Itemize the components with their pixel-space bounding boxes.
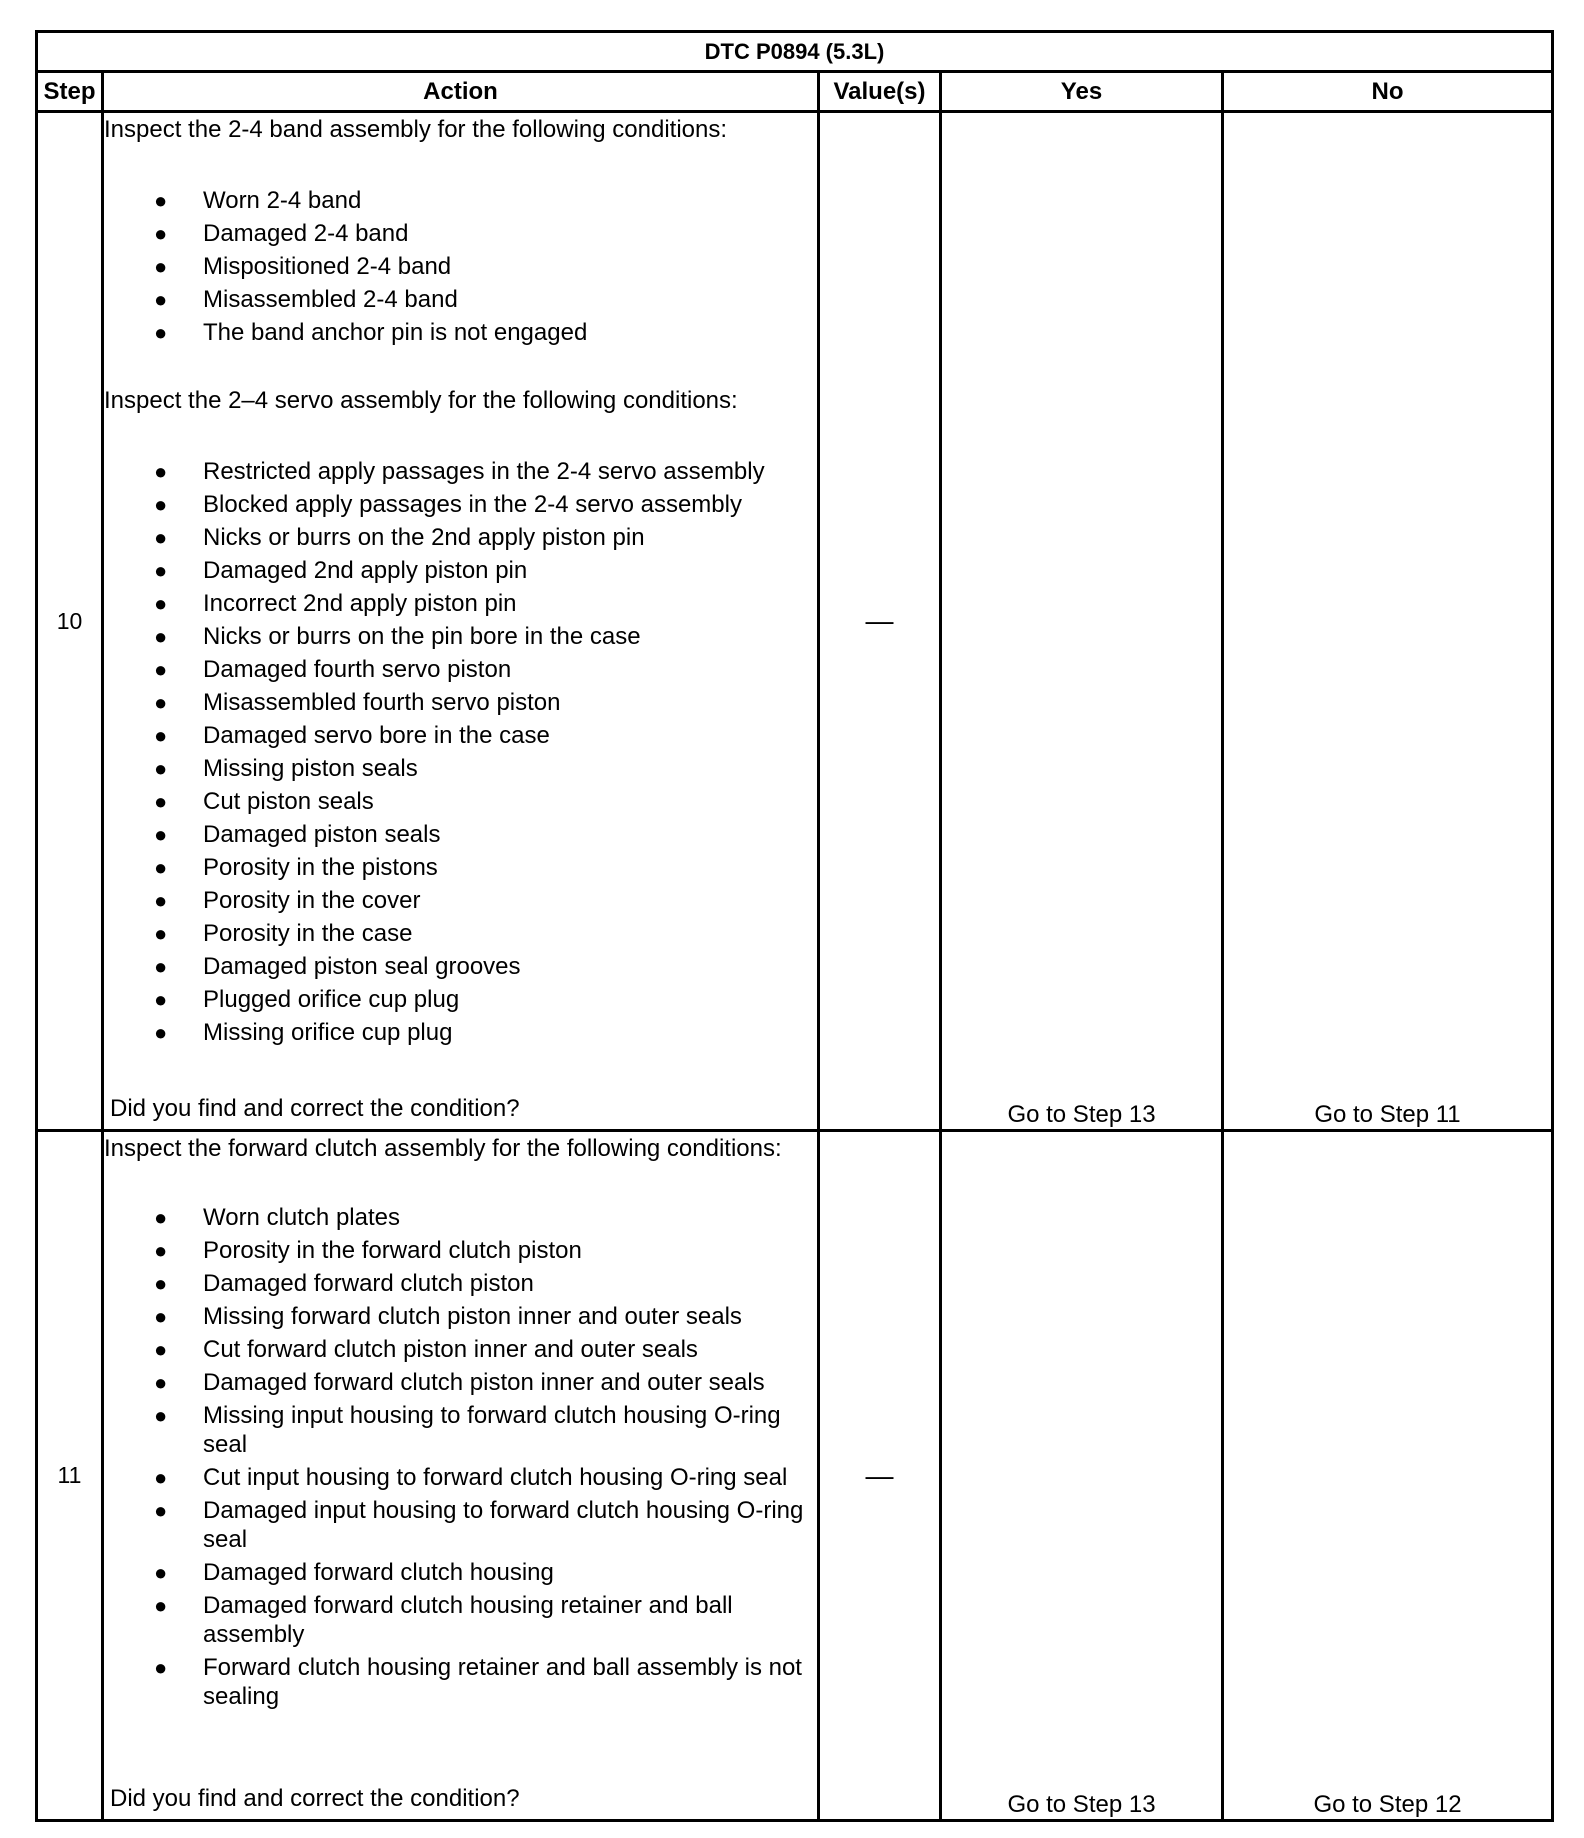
no-link-step-12[interactable]: Go to Step 12 — [1223, 1131, 1553, 1821]
bullet-icon: ● — [154, 188, 168, 213]
value-cell: — — [819, 1131, 941, 1821]
list-item: ● Damaged piston seals — [104, 818, 817, 851]
list-item: ● Porosity in the case — [104, 917, 817, 950]
table-row-step-11 — [37, 1131, 1553, 1821]
header-step: Step — [37, 72, 103, 112]
bullet-icon: ● — [154, 723, 168, 748]
action-cell — [103, 1131, 819, 1821]
condition-list — [104, 184, 817, 349]
bullet-icon: ● — [154, 1465, 168, 1490]
bullet-icon: ● — [154, 254, 168, 279]
bullet-icon: ● — [154, 221, 168, 246]
list-item: ● Porosity in the forward clutch piston — [154, 1237, 582, 1264]
list-item: ● Damaged servo bore in the case — [104, 719, 817, 752]
bullet-icon: ● — [154, 954, 168, 979]
bullet-icon: ● — [154, 1020, 168, 1045]
list-item: ● Damaged forward clutch piston inner and outer seals — [154, 1369, 765, 1396]
bullet-icon: ● — [154, 1370, 168, 1395]
list-item: ● Damaged forward clutch piston — [154, 1270, 534, 1297]
dtc-table — [35, 30, 1554, 1822]
list-item: ● Missing input housing to forward clutch housing O-ring seal — [154, 1402, 781, 1458]
list-item: ● Damaged 2-4 band — [104, 217, 817, 250]
list-item: ● Cut input housing to forward clutch housing O-ring seal — [154, 1464, 788, 1491]
action-cell — [103, 112, 819, 1131]
action-intro: Inspect the forward clutch assembly for the following conditions: — [104, 1135, 782, 1162]
table-row-step-10 — [37, 112, 1553, 1131]
bullet-icon: ● — [154, 1655, 168, 1680]
list-item: ● Misassembled 2-4 band — [104, 283, 817, 316]
bullet-icon: ● — [154, 492, 168, 517]
bullet-icon: ● — [154, 287, 168, 312]
list-item: ● Nicks or burrs on the 2nd apply piston pin — [104, 521, 817, 554]
list-item: ● Missing forward clutch piston inner and outer seals — [154, 1303, 742, 1330]
bullet-icon: ● — [154, 459, 168, 484]
bullet-icon: ● — [154, 657, 168, 682]
list-item: ● Porosity in the cover — [104, 884, 817, 917]
bullet-icon: ● — [154, 888, 168, 913]
value-cell: — — [819, 112, 941, 1131]
list-item: ● Blocked apply passages in the 2-4 servo assembly — [104, 488, 817, 521]
list-item: ● Mispositioned 2-4 band — [104, 250, 817, 283]
bullet-icon: ● — [154, 525, 168, 550]
action-intro: Inspect the 2-4 band assembly for the following conditions: — [104, 116, 728, 143]
bullet-icon: ● — [154, 1560, 168, 1585]
list-item: ● Misassembled fourth servo piston — [104, 686, 817, 719]
bullet-icon: ● — [154, 1304, 168, 1329]
header-yes: Yes — [941, 72, 1223, 112]
list-item: ● The band anchor pin is not engaged — [104, 316, 817, 349]
bullet-icon: ● — [154, 1593, 168, 1618]
list-item: ● Damaged forward clutch housing retainer and ball assembly — [154, 1592, 733, 1648]
step-number: 10 — [37, 112, 103, 1131]
bullet-icon: ● — [154, 591, 168, 616]
condition-list — [104, 455, 817, 1049]
list-item: ● Forward clutch housing retainer and ball assembly is not sealing — [154, 1654, 802, 1710]
list-item: ● Plugged orifice cup plug — [104, 983, 817, 1016]
bullet-icon: ● — [154, 921, 168, 946]
list-item: ● Missing orifice cup plug — [104, 1016, 817, 1049]
table-title: DTC P0894 (5.3L) — [37, 32, 1553, 72]
bullet-icon: ● — [154, 789, 168, 814]
list-item: ● Damaged fourth servo piston — [104, 653, 817, 686]
bullet-icon: ● — [154, 1205, 168, 1230]
bullet-icon: ● — [154, 1403, 168, 1428]
list-item: ● Worn 2-4 band — [104, 184, 817, 217]
bullet-icon: ● — [154, 987, 168, 1012]
list-item: ● Nicks or burrs on the pin bore in the case — [104, 620, 817, 653]
list-item: ● Missing piston seals — [104, 752, 817, 785]
bullet-icon: ● — [154, 756, 168, 781]
list-item: ● Porosity in the pistons — [104, 851, 817, 884]
action-intro: Inspect the 2–4 servo assembly for the following conditions: — [104, 387, 738, 414]
list-item: ● Damaged input housing to forward clutch housing O-ring seal — [154, 1497, 804, 1553]
header-no: No — [1223, 72, 1553, 112]
bullet-icon: ● — [154, 1498, 168, 1523]
yes-link-step-13[interactable]: Go to Step 13 — [941, 112, 1223, 1131]
action-question: Did you find and correct the condition? — [110, 1095, 520, 1122]
step-number: 11 — [37, 1131, 103, 1821]
list-item: ● Damaged 2nd apply piston pin — [104, 554, 817, 587]
list-item: ● Incorrect 2nd apply piston pin — [104, 587, 817, 620]
list-item: ● Cut forward clutch piston inner and outer seals — [154, 1336, 698, 1363]
bullet-icon: ● — [154, 690, 168, 715]
list-item: ● Cut piston seals — [104, 785, 817, 818]
header-action: Action — [103, 72, 819, 112]
action-question: Did you find and correct the condition? — [110, 1785, 520, 1812]
list-item: ● Restricted apply passages in the 2-4 servo assembly — [104, 455, 817, 488]
bullet-icon: ● — [154, 1271, 168, 1296]
condition-list — [104, 1203, 817, 1711]
bullet-icon: ● — [154, 1337, 168, 1362]
bullet-icon: ● — [154, 558, 168, 583]
bullet-icon: ● — [154, 624, 168, 649]
bullet-icon: ● — [154, 1238, 168, 1263]
no-link-step-11[interactable]: Go to Step 11 — [1223, 112, 1553, 1131]
list-item: ● Damaged piston seal grooves — [104, 950, 817, 983]
bullet-icon: ● — [154, 855, 168, 880]
list-item: ● Damaged forward clutch housing — [154, 1559, 554, 1586]
bullet-icon: ● — [154, 822, 168, 847]
bullet-icon: ● — [154, 320, 168, 345]
yes-link-step-13[interactable]: Go to Step 13 — [941, 1131, 1223, 1821]
header-values: Value(s) — [819, 72, 941, 112]
list-item: ● Worn clutch plates — [154, 1204, 400, 1231]
